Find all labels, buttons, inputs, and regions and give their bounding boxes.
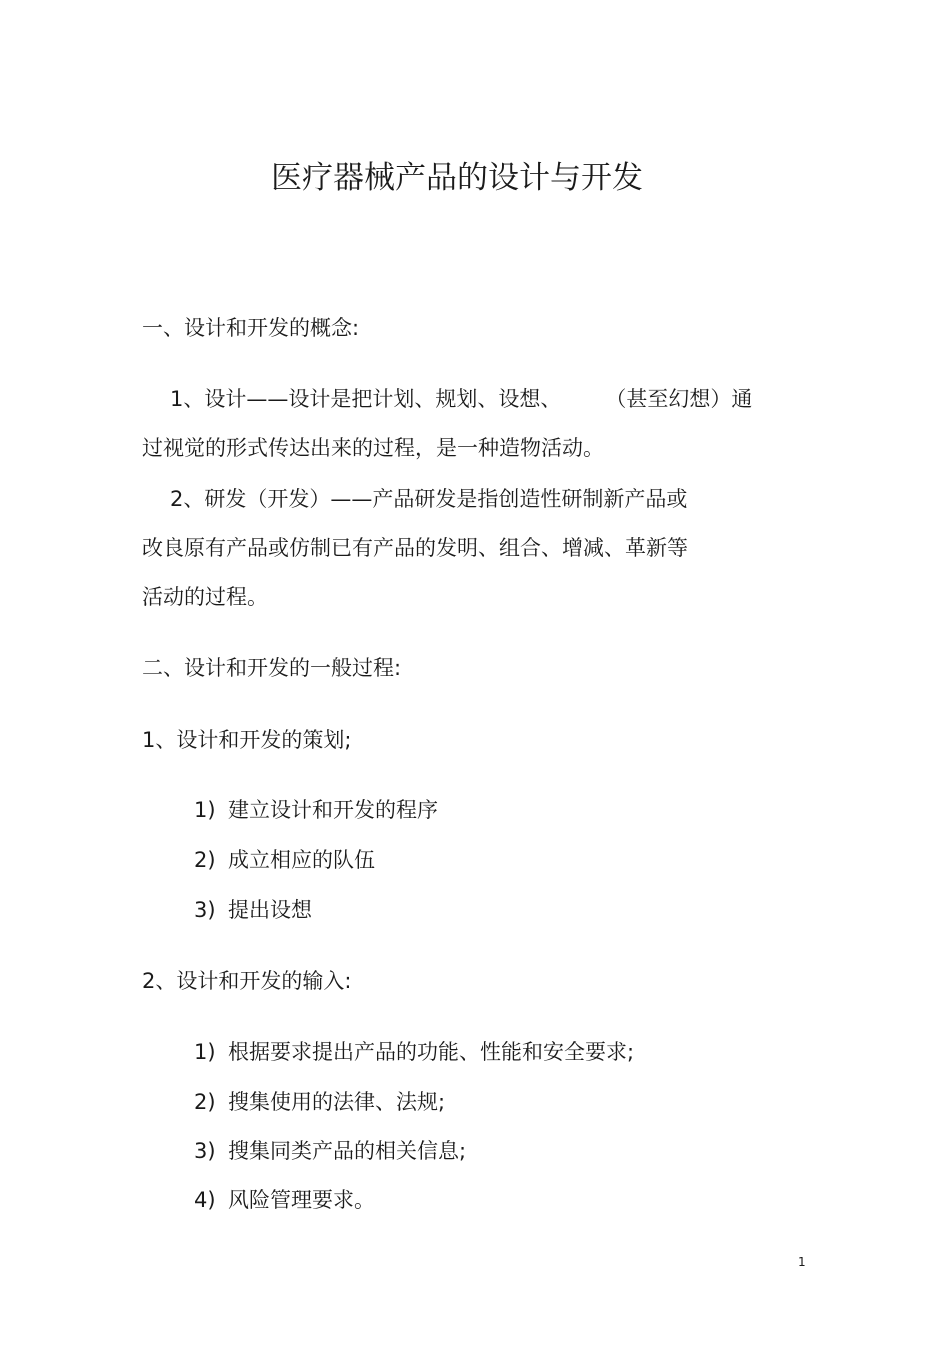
list-item bbox=[194, 797, 438, 823]
concept-item1-line2: 过视觉的形式传达出来的过程，是一种造物活动。 bbox=[142, 436, 604, 460]
list-item bbox=[194, 897, 312, 923]
list-item-text: 根据要求提出产品的功能、性能和安全要求; bbox=[228, 1040, 635, 1064]
section1-heading: 一、设计和开发的概念: bbox=[142, 316, 360, 340]
list-item-text: 成立相应的队伍 bbox=[228, 848, 375, 872]
list-item-number: 1) bbox=[194, 798, 216, 822]
concept-item1-line1-b: （甚至幻想）通 bbox=[605, 387, 753, 411]
list-item-number: 1) bbox=[194, 1040, 216, 1064]
list-item-text: 提出设想 bbox=[228, 898, 312, 922]
subsection2-heading: 2、设计和开发的输入: bbox=[142, 969, 352, 993]
page-number: 1 bbox=[798, 1255, 806, 1269]
list-item-number: 3) bbox=[194, 898, 216, 922]
document-title: 医疗器械产品的设计与开发 bbox=[271, 160, 643, 196]
concept-item2-line2: 改良原有产品或仿制已有产品的发明、组合、增减、革新等 bbox=[142, 536, 688, 560]
concept-item2-line1: 2、研发（开发）——产品研发是指创造性研制新产品或 bbox=[170, 487, 688, 511]
list-item bbox=[194, 1039, 634, 1065]
list-item-text: 风险管理要求。 bbox=[228, 1188, 375, 1212]
list-item-number: 2) bbox=[194, 848, 216, 872]
list-item-number: 4) bbox=[194, 1188, 216, 1212]
list-item-text: 建立设计和开发的程序 bbox=[228, 798, 438, 822]
concept-item1-line1-a: 1、设计——设计是把计划、规划、设想、 bbox=[170, 387, 562, 411]
list-item bbox=[194, 1187, 375, 1213]
list-item-text: 搜集同类产品的相关信息; bbox=[228, 1139, 467, 1163]
list-item bbox=[194, 1089, 445, 1115]
list-item-number: 3) bbox=[194, 1139, 216, 1163]
subsection1-heading: 1、设计和开发的策划; bbox=[142, 728, 352, 752]
list-item bbox=[194, 847, 375, 873]
list-item-text: 搜集使用的法律、法规; bbox=[228, 1090, 446, 1114]
section2-heading: 二、设计和开发的一般过程: bbox=[142, 656, 402, 680]
concept-item1-line1 bbox=[170, 386, 752, 412]
concept-item2-line3: 活动的过程。 bbox=[142, 585, 268, 609]
list-item bbox=[194, 1138, 466, 1164]
list-item-number: 2) bbox=[194, 1090, 216, 1114]
